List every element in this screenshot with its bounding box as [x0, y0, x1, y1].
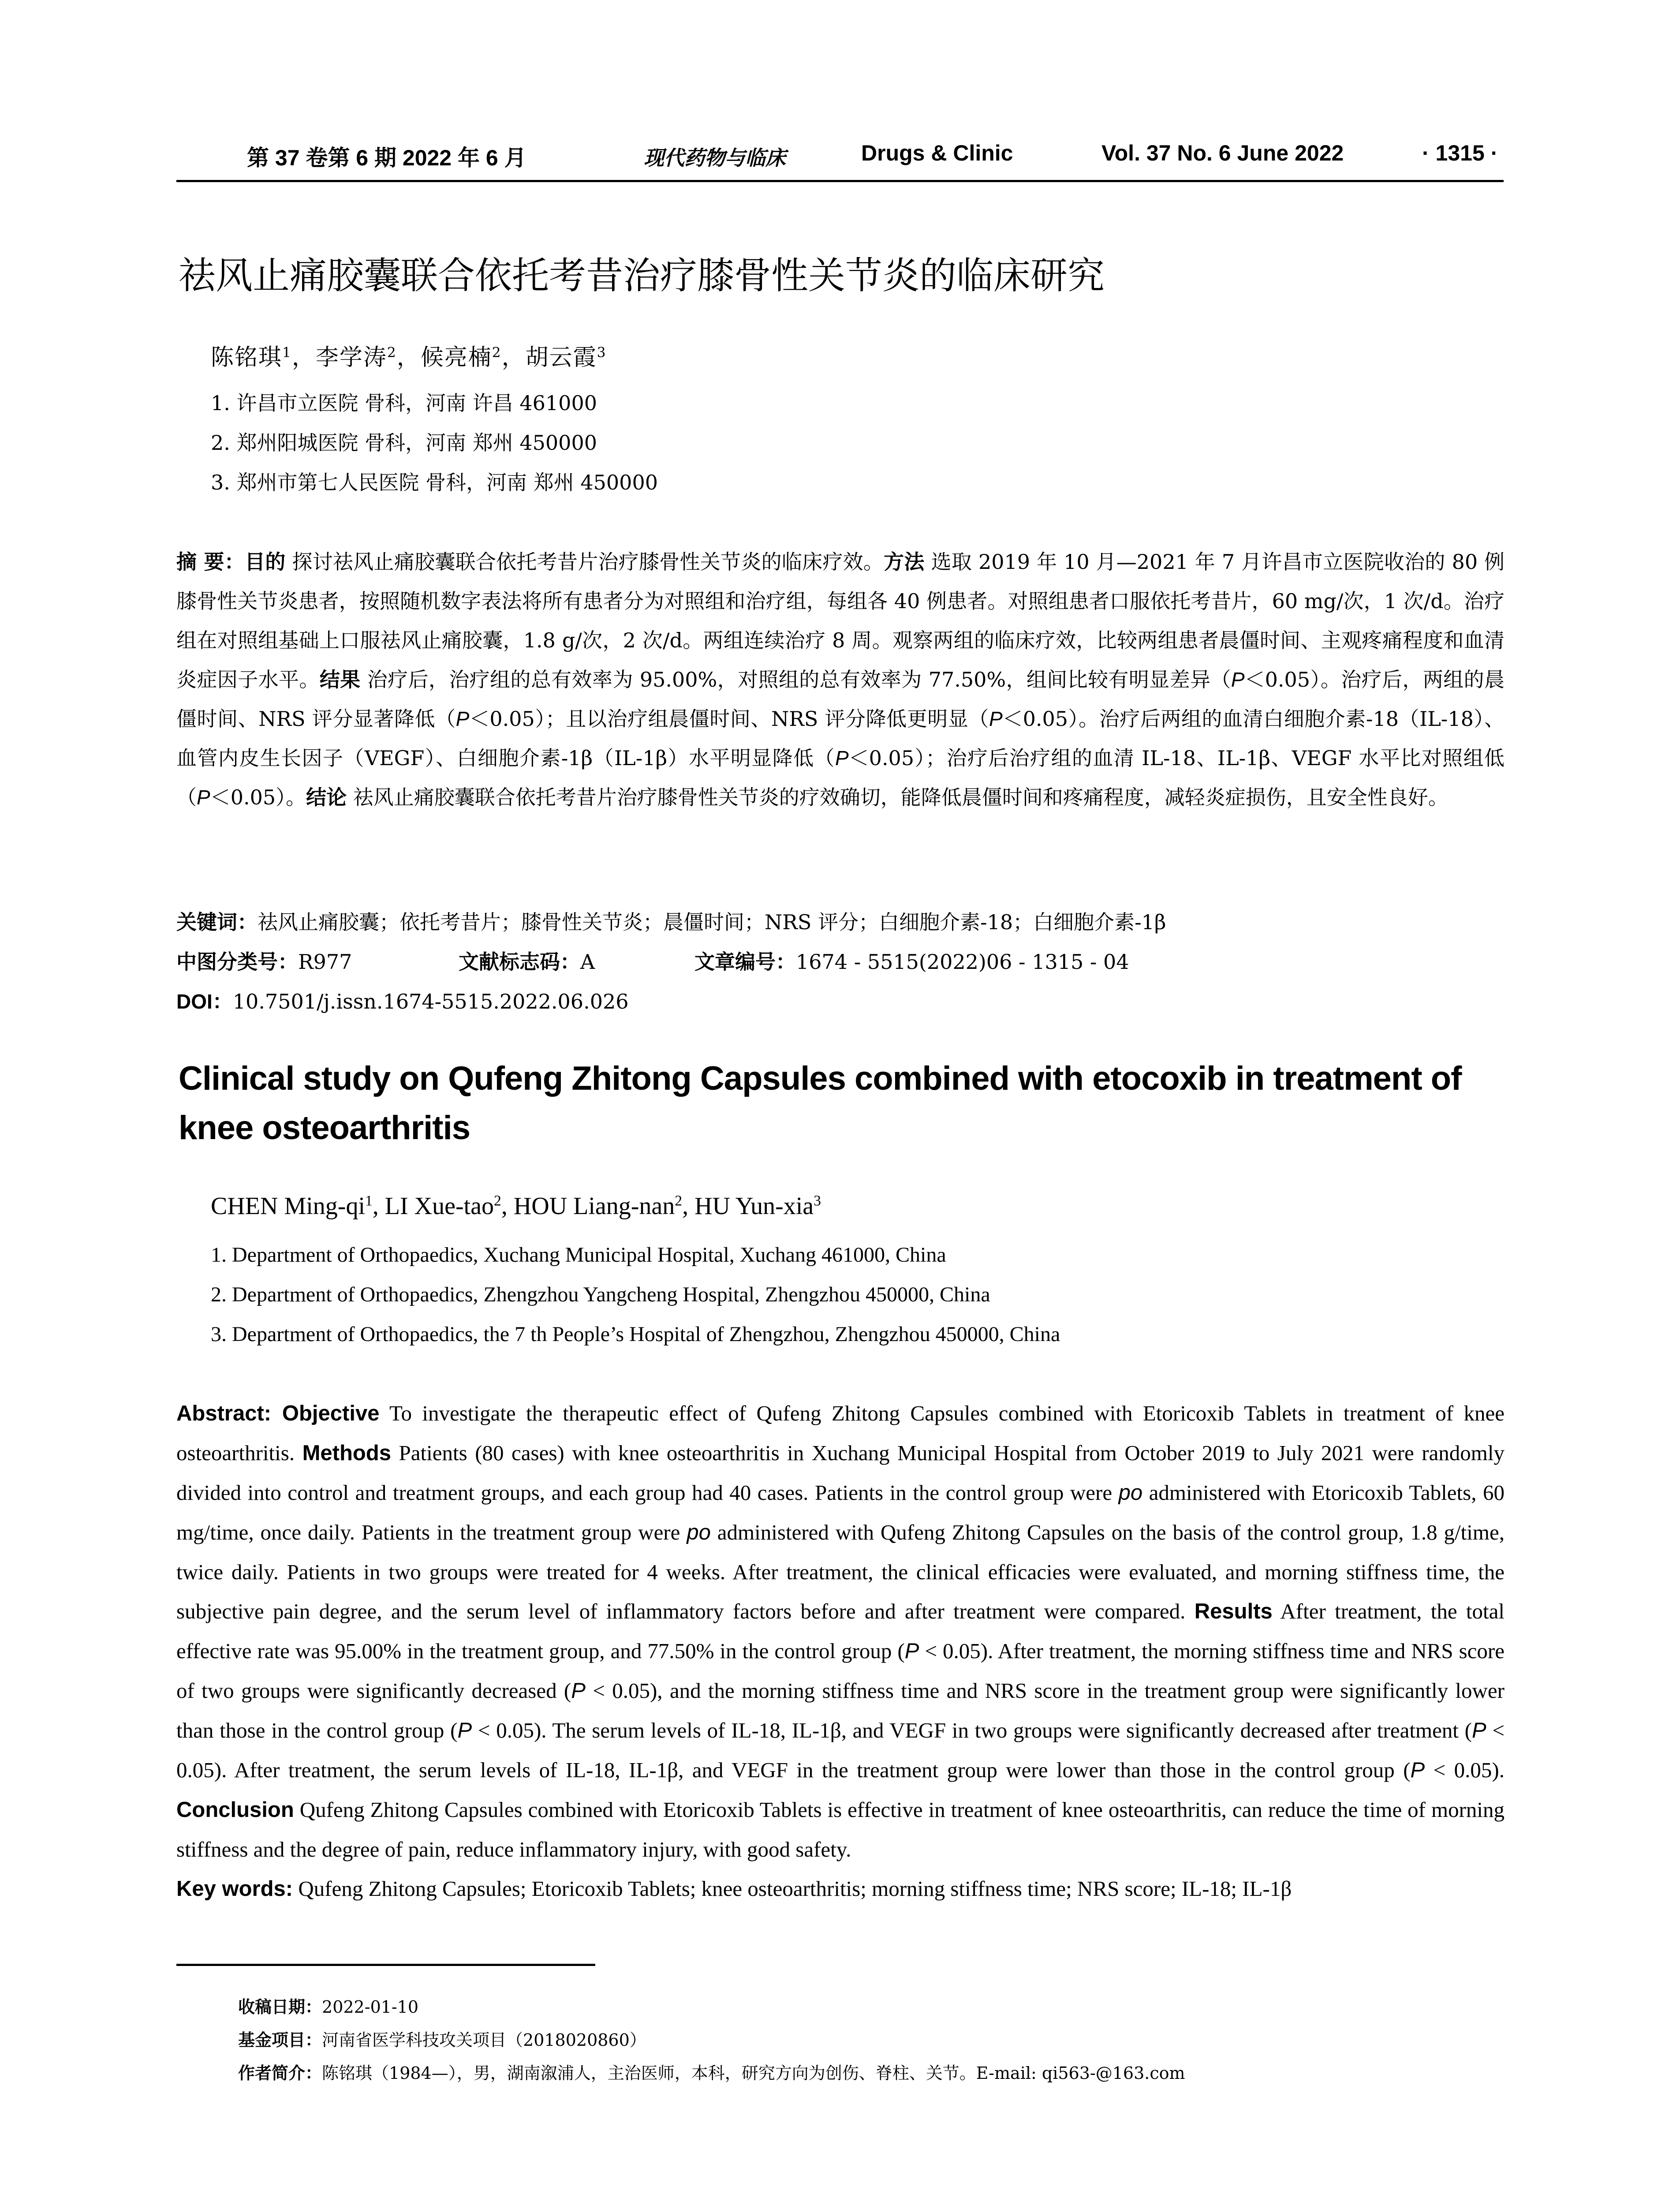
en-results-text: < 0.05).	[1425, 1758, 1505, 1782]
en-author-sup: 3	[814, 1192, 821, 1209]
en-methods-text: administered with Etoricoxib Tablets, 60 mg/time, once daily. Patients in the treatment group were	[176, 1480, 1505, 1544]
clc-label: 中图分类号：	[176, 950, 298, 974]
cn-affiliation: 1. 许昌市立医院 骨科，河南 许昌 461000	[211, 391, 597, 415]
cn-abstract	[176, 542, 1505, 817]
cn-author-sup: 2	[492, 344, 502, 361]
cn-author-sep: ，	[501, 344, 526, 371]
en-methods-label: Methods	[302, 1441, 392, 1465]
doi-line	[176, 986, 629, 1015]
en-conclusion-label: Conclusion	[176, 1798, 294, 1822]
cn-conclusion-text: 祛风止痛胶囊联合依托考昔片治疗膝骨性关节炎的疗效确切，能降低晨僵时间和疼痛程度，减轻炎症损伤，且安全性良好。	[347, 785, 1449, 809]
received-value: 2022-01-10	[322, 1997, 419, 2017]
article-no-label: 文章编号：	[694, 950, 796, 974]
cn-results-text: ＜0.05）；治疗后治疗组的血清 IL-18、IL-1β、VEGF 水平比对照组低（	[176, 746, 1505, 809]
cn-abstract-label: 摘 要：	[176, 550, 245, 574]
en-results-text: < 0.05), and the morning stiffness time and NRS score in the treatment group were significantly lower than those in the control group (	[176, 1678, 1505, 1742]
en-author-name: LI Xue-tao	[385, 1192, 494, 1220]
cn-results-text: ＜0.05）。	[210, 785, 306, 809]
footnote-fund	[238, 2026, 646, 2051]
doc-code-label: 文献标志码：	[459, 950, 580, 974]
en-author-sup: 1	[365, 1192, 373, 1209]
cn-author-sup: 3	[597, 344, 607, 361]
cn-keywords-label: 关键词：	[176, 910, 258, 934]
p-value-symbol: P	[197, 786, 210, 809]
en-affiliation: 1. Department of Orthopaedics, Xuchang Municipal Hospital, Xuchang 461000, China	[211, 1243, 946, 1267]
cn-results-text: ＜0.05）；且以治疗组晨僵时间、NRS 评分降低更明显（	[469, 707, 989, 731]
received-label: 收稿日期：	[238, 1997, 322, 2017]
cn-results-text: ＜0.05）。治疗后，两组的晨僵时间、NRS 评分显著降低（	[176, 668, 1505, 731]
p-value-symbol: P	[457, 1719, 472, 1742]
p-value-symbol: P	[571, 1679, 586, 1703]
cn-author-sep: ，	[291, 344, 316, 371]
header-page-number: · 1315 ·	[1422, 141, 1498, 165]
author-bio-label: 作者简介：	[238, 2063, 322, 2083]
en-authors	[211, 1192, 821, 1220]
cn-methods-text: 选取 2019 年 10 月—2021 年 7 月许昌市立医院收治的 80 例膝骨性关节炎患者，按照随机数字表法将所有患者分为对照组和治疗组，每组各 40 例患者。对照组患者口服依托考昔片，60 mg/次，1 次/d。治疗组在对照组基础上口服祛风止痛胶囊，1.8 g/次，2 次/d。两组连续治疗 8 周。观察两组的临床疗效，比较两组患者晨僵时间、主观疼痛程度和血清炎症因子水平。	[176, 550, 1505, 691]
cn-author-name: 候亮楠	[420, 344, 492, 371]
en-abstract	[176, 1394, 1505, 1909]
cn-authors	[211, 339, 606, 372]
header-journal-en: Drugs & Clinic	[861, 141, 1013, 165]
en-results-text: < 0.05). After treatment, the morning stiffness time and NRS score of two groups were significantly decreased (	[176, 1639, 1505, 1703]
cn-classification-line	[176, 946, 1499, 972]
en-title: Clinical study on Qufeng Zhitong Capsules combined with etocoxib in treatment of knee osteoarthritis	[179, 1060, 1462, 1147]
en-results-text: < 0.05). The serum levels of IL-18, IL-1β, and VEGF in two groups were significantly decreased after treatment (	[472, 1718, 1472, 1742]
cn-author-name: 胡云霞	[525, 344, 597, 371]
cn-author-name: 李学涛	[315, 344, 387, 371]
p-value-symbol: P	[1231, 668, 1245, 691]
po-abbrev: po	[1118, 1481, 1143, 1505]
en-conclusion-text: Qufeng Zhitong Capsules combined with Etoricoxib Tablets is effective in treatment of knee osteoarthritis, can reduce the time of morning stiffness and the degree of pain, reduce inflammatory injury, with good safety.	[176, 1798, 1505, 1861]
fund-value: 河南省医学科技攻关项目（2018020860）	[322, 2030, 646, 2050]
cn-keywords	[176, 906, 1166, 935]
cn-objective-text: 探讨祛风止痛胶囊联合依托考昔片治疗膝骨性关节炎的临床疗效。	[285, 550, 884, 574]
en-author-name: HU Yun-xia	[694, 1192, 814, 1220]
en-affiliation: 3. Department of Orthopaedics, the 7 th People’s Hospital of Zhengzhou, Zhengzhou 450000, China	[211, 1323, 1060, 1346]
p-value-symbol: P	[455, 707, 470, 730]
p-value-symbol: P	[989, 707, 1003, 730]
en-keywords-text: Qufeng Zhitong Capsules; Etoricoxib Tablets; knee osteoarthritis; morning stiffness time; NRS score; IL-18; IL-1β	[293, 1876, 1292, 1901]
p-value-symbol: P	[904, 1639, 919, 1663]
cn-author-sep: ，	[396, 344, 421, 371]
en-objective-text: To investigate the therapeutic effect of Qufeng Zhitong Capsules combined with Etoricoxib Tablets in treatment of knee osteoarthritis.	[176, 1401, 1505, 1465]
en-results-text: < 0.05). After treatment, the serum levels of IL-18, IL-1β, and VEGF in the treatment group were lower than those in the control group (	[176, 1718, 1505, 1782]
p-value-symbol: P	[1410, 1758, 1425, 1782]
en-methods-text: Patients (80 cases) with knee osteoarthritis in Xuchang Municipal Hospital from October 2019 to July 2021 were randomly divided into control and treatment groups, and each group had 40 cases. Patients in the control group were	[176, 1441, 1505, 1505]
p-value-symbol: P	[1471, 1719, 1486, 1742]
footnote-received	[238, 1993, 418, 2018]
po-abbrev: po	[687, 1521, 711, 1544]
en-results-label: Results	[1194, 1600, 1273, 1623]
footnote-author-bio	[238, 2059, 1185, 2084]
article-no-field	[694, 946, 1129, 975]
cn-affiliation: 2. 郑州阳城医院 骨科，河南 郑州 450000	[211, 431, 597, 455]
doc-code-value: A	[580, 950, 595, 974]
en-author-name: CHEN Ming-qi	[211, 1192, 365, 1220]
fund-label: 基金项目：	[238, 2030, 322, 2050]
header-issue-cn: 第 37 卷第 6 期 2022 年 6 月	[247, 146, 526, 170]
cn-results-text: ＜0.05）。治疗后两组的血清白细胞介素-18（IL-18）、血管内皮生长因子（VEGF）、白细胞介素-1β（IL-1β）水平明显降低（	[176, 707, 1505, 770]
clc-value: R977	[298, 950, 352, 974]
doi-value: 10.7501/j.issn.1674-5515.2022.06.026	[232, 990, 629, 1013]
en-author-name: HOU Liang-nan	[513, 1192, 675, 1220]
cn-keywords-text: 祛风止痛胶囊；依托考昔片；膝骨性关节炎；晨僵时间；NRS 评分；白细胞介素-18；白细胞介素-1β	[258, 910, 1166, 934]
en-affiliation: 2. Department of Orthopaedics, Zhengzhou Yangcheng Hospital, Zhengzhou 450000, China	[211, 1283, 990, 1306]
running-header	[176, 140, 1504, 182]
en-results-text: After treatment, the total effective rate was 95.00% in the treatment group, and 77.50% in the control group (	[176, 1599, 1505, 1663]
en-author-sep: ,	[372, 1192, 385, 1220]
cn-author-name: 陈铭琪	[211, 344, 283, 371]
cn-conclusion-label: 结论	[306, 785, 347, 809]
en-author-sep: ,	[501, 1192, 514, 1220]
doi-label: DOI：	[176, 990, 233, 1013]
en-methods-text: administered with Qufeng Zhitong Capsules on the basis of the control group, 1.8 g/time, twice daily. Patients in two groups were treated for 4 weeks. After treatment, the clinical efficacies were evaluated, and morning stiffness time, the subjective pain degree, and the serum level of inflammatory factors before and after treatment were compared.	[176, 1520, 1505, 1623]
cn-author-sup: 1	[282, 344, 292, 361]
en-keywords-label: Key words:	[176, 1877, 293, 1901]
doc-code-field	[459, 946, 595, 975]
footnote-divider	[176, 1964, 595, 1966]
cn-objective-label: 目的	[245, 550, 286, 574]
en-author-sup: 2	[675, 1192, 683, 1209]
author-bio-value: 陈铭琪（1984—），男，湖南溆浦人，主治医师，本科，研究方向为创伤、脊柱、关节。E-mail: qi563-@163.com	[322, 2063, 1185, 2083]
cn-title: 祛风止痛胶囊联合依托考昔治疗膝骨性关节炎的临床研究	[179, 254, 1105, 297]
header-issue-en: Vol. 37 No. 6 June 2022	[1101, 141, 1344, 165]
cn-results-text: 治疗后，治疗组的总有效率为 95.00%，对照组的总有效率为 77.50%，组间比较有明显差异（	[360, 668, 1231, 691]
cn-affiliation: 3. 郑州市第七人民医院 骨科，河南 郑州 450000	[211, 471, 658, 494]
en-author-sep: ,	[682, 1192, 695, 1220]
p-value-symbol: P	[835, 747, 849, 770]
en-abstract-label: Abstract: Objective	[176, 1401, 380, 1425]
cn-author-sup: 2	[387, 344, 397, 361]
clc-field	[176, 946, 352, 975]
cn-methods-label: 方法	[884, 550, 925, 574]
article-no-value: 1674 - 5515(2022)06 - 1315 - 04	[796, 950, 1129, 974]
cn-results-label: 结果	[319, 668, 361, 691]
header-journal-cn: 现代药物与临床	[644, 146, 786, 170]
en-author-sup: 2	[494, 1192, 501, 1209]
